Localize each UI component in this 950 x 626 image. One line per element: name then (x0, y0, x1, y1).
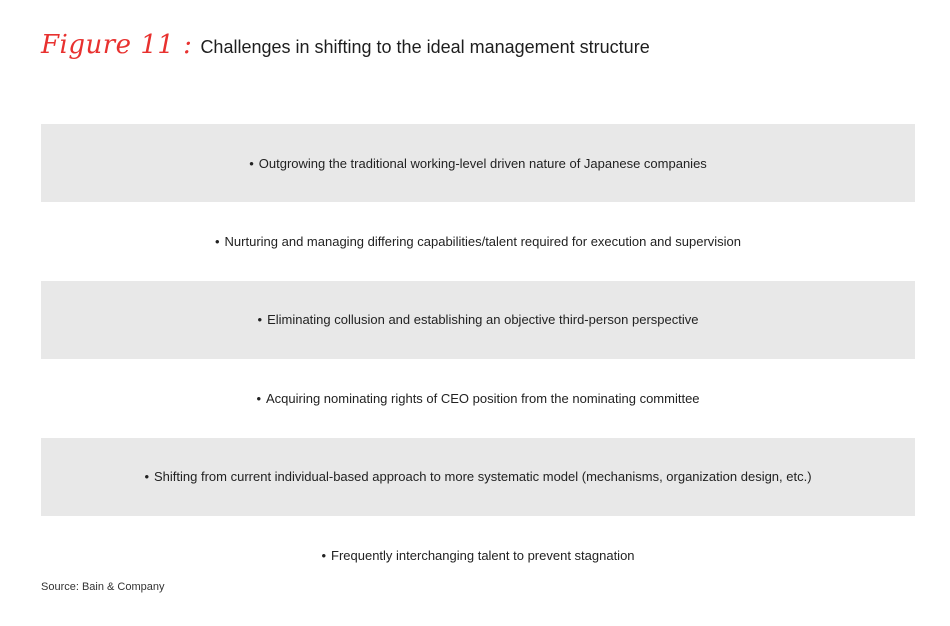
source-note: Source: Bain & Company (41, 581, 165, 593)
challenge-row (41, 281, 915, 359)
challenge-row (41, 124, 915, 202)
bullet-icon: • (321, 547, 326, 563)
figure-label: Figure 11 : (41, 30, 193, 60)
challenge-text: Outgrowing the traditional working-level driven nature of Japanese companies (258, 155, 707, 171)
challenge-row (41, 438, 915, 516)
bullet-icon: • (214, 234, 220, 250)
challenge-text: Shifting from current individual-based approach to more systematic model (mechanisms, organization design, etc.) (154, 469, 812, 485)
challenge-text: Eliminating collusion and establishing an objective third-person perspective (267, 312, 699, 328)
bullet-icon: • (144, 469, 150, 485)
bullet-icon: • (257, 312, 263, 328)
figure-header (41, 30, 650, 60)
challenge-row (41, 202, 915, 280)
challenges-list (41, 124, 915, 594)
challenge-row (41, 359, 915, 437)
challenge-text: Frequently interchanging talent to prevent stagnation (331, 547, 635, 563)
challenge-text: Nurturing and managing differing capabilities/talent required for execution and supervision (224, 234, 742, 250)
challenge-text: Acquiring nominating rights of CEO position from the nominating committee (266, 390, 700, 406)
bullet-icon: • (256, 390, 261, 406)
challenge-row (41, 516, 915, 594)
figure-title: Challenges in shifting to the ideal management structure (200, 37, 650, 57)
bullet-icon: • (249, 155, 254, 171)
